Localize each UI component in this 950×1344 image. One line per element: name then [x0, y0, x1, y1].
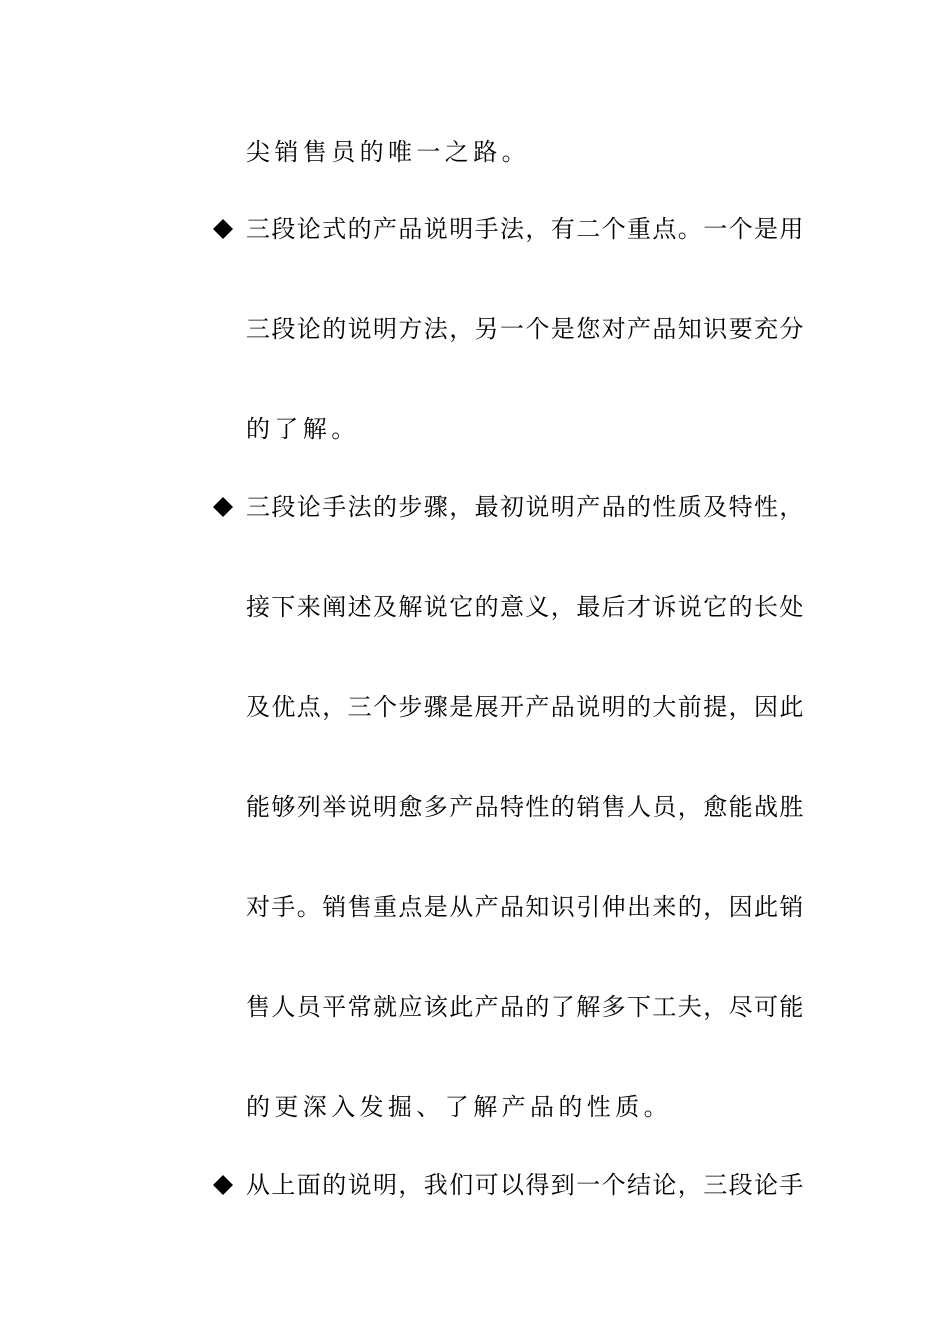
- bullet-1-line-1: 三段论式的产品说明手法，有二个重点。一个是用: [246, 215, 805, 243]
- bullet-2-line-6: 售人员平常就应该此产品的了解多下工夫，尽可能: [246, 993, 805, 1021]
- bullet-2-line-1: 三段论手法的步骤，最初说明产品的性质及特性，: [246, 493, 805, 521]
- bullet-2-line-3: 及优点，三个步骤是展开产品说明的大前提，因此: [246, 693, 805, 721]
- bullet-2-line-4: 能够列举说明愈多产品特性的销售人员，愈能战胜: [246, 793, 805, 821]
- bullet-1-line-3: 的了解。: [246, 415, 360, 443]
- black-diamond-icon: [212, 214, 234, 244]
- black-diamond-icon: [212, 492, 234, 522]
- black-diamond-icon: [212, 1170, 234, 1200]
- bullet-1-line-2: 三段论的说明方法，另一个是您对产品知识要充分: [246, 315, 805, 343]
- bullet-3-line-1: 从上面的说明，我们可以得到一个结论，三段论手: [246, 1171, 805, 1199]
- bullet-2-line-5: 对手。销售重点是从产品知识引伸出来的，因此销: [246, 893, 805, 921]
- bullet-2-line-7: 的更深入发掘、了解产品的性质。: [246, 1093, 672, 1121]
- continuation-line: 尖销售员的唯一之路。: [246, 138, 530, 166]
- bullet-2-line-2: 接下来阐述及解说它的意义，最后才诉说它的长处: [246, 593, 805, 621]
